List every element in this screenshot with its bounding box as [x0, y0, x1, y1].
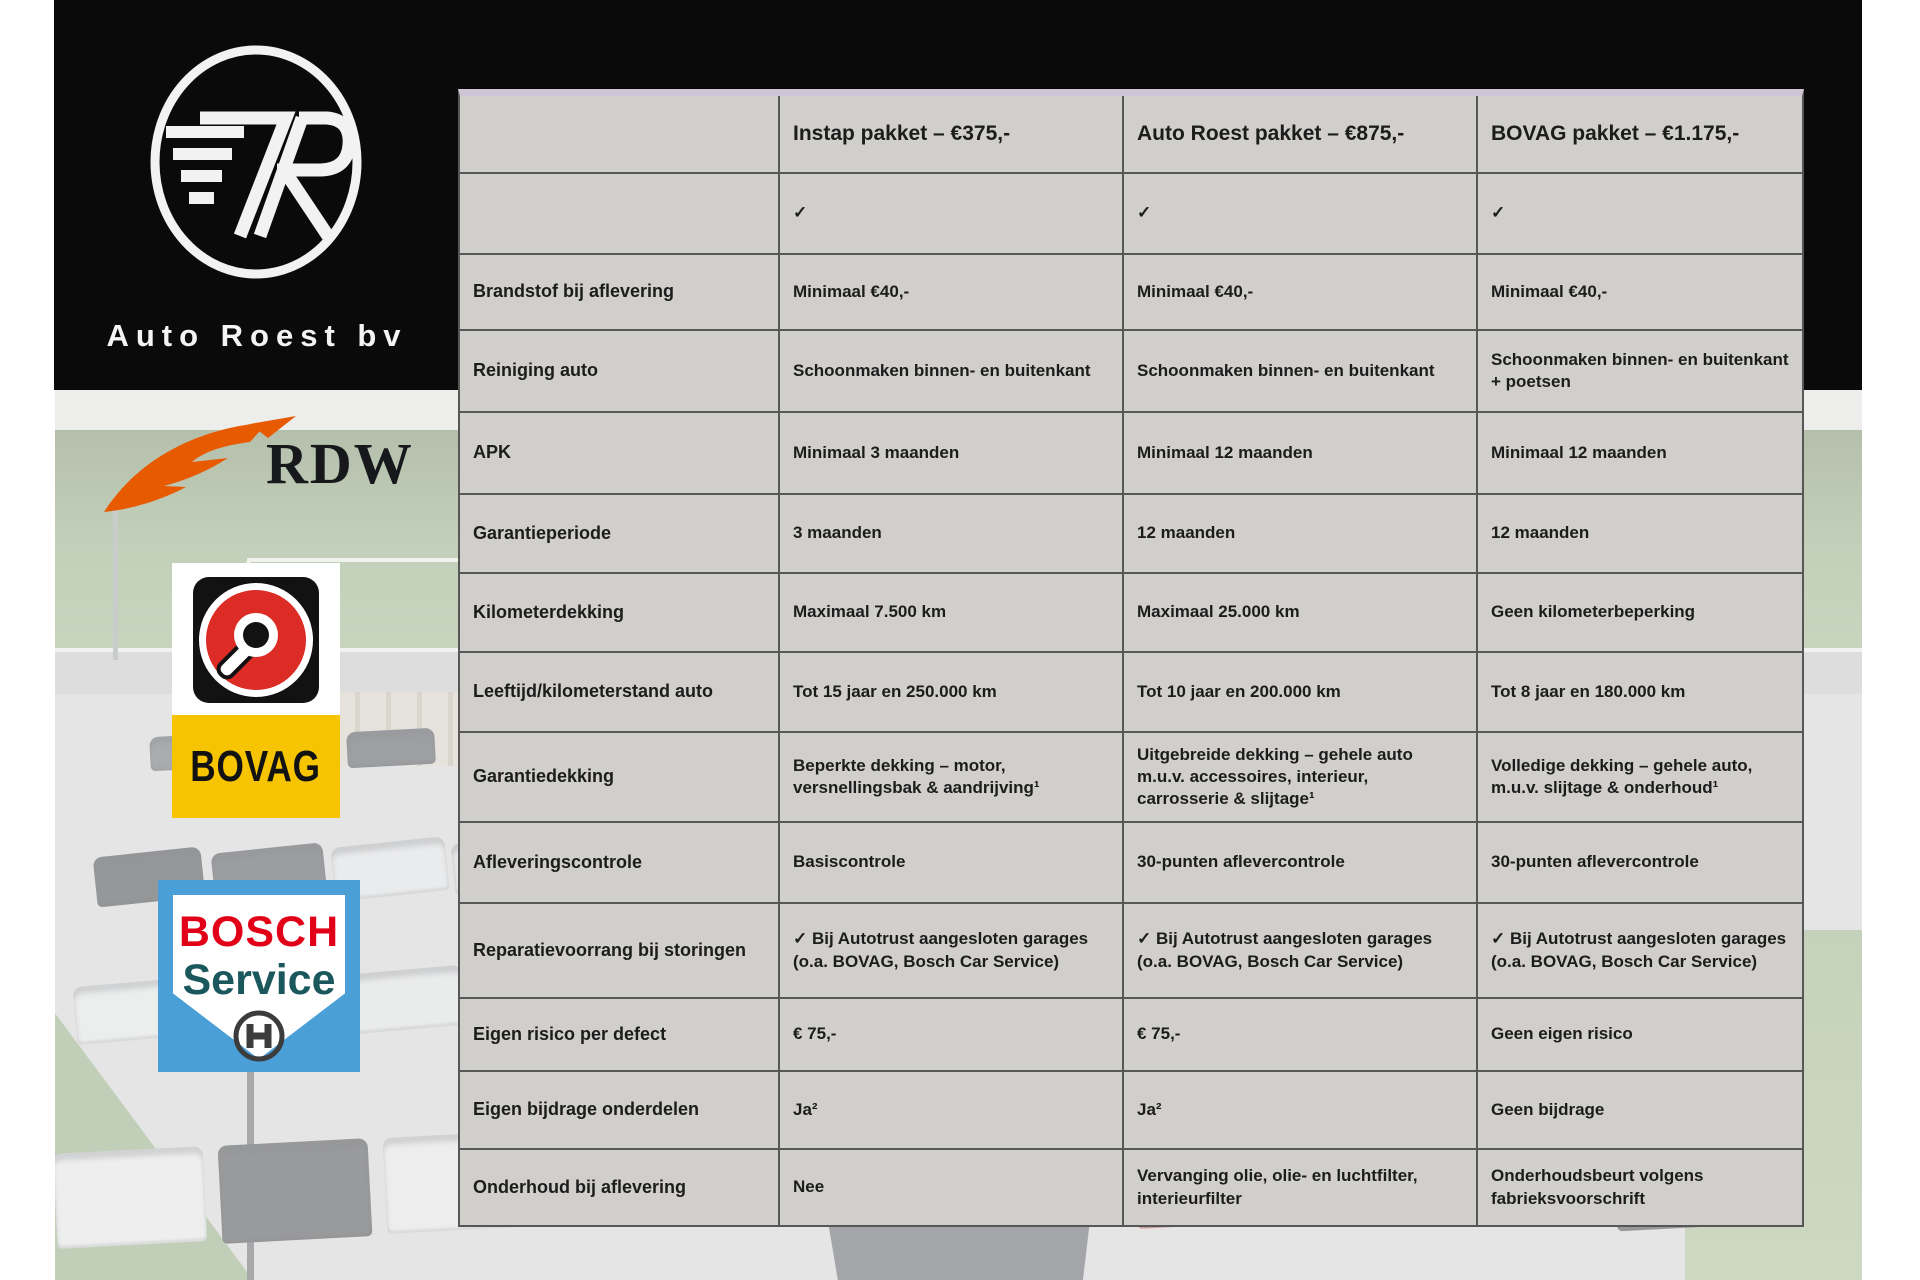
row-label: Leeftijd/kilometerstand auto: [473, 681, 714, 702]
table-cell: Maximaal 7.500 km: [778, 574, 1122, 651]
table-cell: Minimaal 3 maanden: [778, 413, 1122, 493]
table-cell: Ja²: [778, 1072, 1122, 1148]
table-cell: Onderhoudsbeurt volgens fabrieksvoorschrift: [1476, 1150, 1802, 1225]
table-cell: 12 maanden: [1122, 495, 1476, 572]
table-cell: ✓: [1122, 174, 1476, 253]
table-cell: Minimaal €40,-: [1122, 255, 1476, 329]
table-cell: Maximaal 25.000 km: [1122, 574, 1476, 651]
table-cell: Ja²: [1122, 1072, 1476, 1148]
table-cell: Uitgebreide dekking – gehele auto m.u.v. accessoires, interieur, carrosserie & slijtage¹: [1122, 733, 1476, 821]
table-row: [460, 493, 1802, 572]
table-cell: 3 maanden: [778, 495, 1122, 572]
table-cell: Schoonmaken binnen- en buitenkant + poetsen: [1476, 331, 1802, 411]
table-cell: € 75,-: [1122, 999, 1476, 1070]
row-label: Eigen bijdrage onderdelen: [473, 1099, 700, 1120]
table-cell: Vervanging olie, olie- en luchtfilter, interieurfilter: [1122, 1150, 1476, 1225]
table-cell: Geen bijdrage: [1476, 1072, 1802, 1148]
service-wordmark: Service: [182, 956, 336, 1004]
table-cell: ✓ Bij Autotrust aangesloten garages (o.a. BOVAG, Bosch Car Service): [1476, 904, 1802, 997]
table-cell: Tot 15 jaar en 250.000 km: [778, 653, 1122, 731]
table-row: [460, 572, 1802, 651]
table-row: [460, 731, 1802, 821]
column-header: BOVAG pakket – €1.175,-: [1476, 96, 1802, 172]
row-label: [460, 174, 778, 253]
table-cell: Volledige dekking – gehele auto, m.u.v. slijtage & onderhoud¹: [1476, 733, 1802, 821]
bovag-emblem-icon: [191, 575, 321, 705]
column-header: Auto Roest pakket – €875,-: [1122, 96, 1476, 172]
table-cell: Minimaal €40,-: [778, 255, 1122, 329]
column-header: Instap pakket – €375,-: [778, 96, 1122, 172]
row-label: APK: [473, 442, 512, 463]
rdw-wordmark: RDW: [266, 430, 414, 496]
table-row: [460, 821, 1802, 902]
table-cell: € 75,-: [778, 999, 1122, 1070]
table-cell: ✓ Bij Autotrust aangesloten garages (o.a. BOVAG, Bosch Car Service): [1122, 904, 1476, 997]
row-label: Brandstof bij aflevering: [473, 281, 675, 302]
bovag-yellow-band: [172, 715, 340, 818]
table-cell: ✓: [778, 174, 1122, 253]
table-cell: Schoonmaken binnen- en buitenkant: [778, 331, 1122, 411]
bosch-service-logo: [158, 880, 360, 1072]
table-cell: Geen kilometerbeperking: [1476, 574, 1802, 651]
bosch-armature-icon: [231, 1008, 287, 1064]
table-cell: Minimaal €40,-: [1476, 255, 1802, 329]
auto-roest-logo-icon: [136, 28, 376, 308]
table-row: [460, 1070, 1802, 1148]
table-row: [460, 172, 1802, 253]
table-row: [460, 1148, 1802, 1225]
row-label: Reparatievoorrang bij storingen: [473, 939, 747, 960]
bosch-wordmark: BOSCH: [178, 908, 340, 956]
table-cell: Beperkte dekking – motor, versnellingsbak & aandrijving¹: [778, 733, 1122, 821]
rdw-logo: [100, 412, 414, 520]
table-row: [460, 902, 1802, 997]
row-label: Afleveringscontrole: [473, 851, 643, 872]
table-cell: Schoonmaken binnen- en buitenkant: [1122, 331, 1476, 411]
bovag-logo: [172, 563, 340, 818]
table-row: [460, 651, 1802, 731]
table-row: [460, 997, 1802, 1070]
table-cell: Tot 8 jaar en 180.000 km: [1476, 653, 1802, 731]
table-corner-cell: [460, 96, 778, 172]
table-row: [460, 411, 1802, 493]
table-header-row: [460, 96, 1802, 172]
table-cell: Tot 10 jaar en 200.000 km: [1122, 653, 1476, 731]
table-row: [460, 253, 1802, 329]
table-cell: Geen eigen risico: [1476, 999, 1802, 1070]
table-cell: 30-punten aflevercontrole: [1476, 823, 1802, 902]
table-cell: ✓ Bij Autotrust aangesloten garages (o.a. BOVAG, Bosch Car Service): [778, 904, 1122, 997]
brand-name: Auto Roest bv: [106, 318, 408, 353]
table-cell: Minimaal 12 maanden: [1122, 413, 1476, 493]
table-cell: 12 maanden: [1476, 495, 1802, 572]
row-label: Garantiedekking: [473, 766, 615, 787]
table-cell: Basiscontrole: [778, 823, 1122, 902]
bovag-wordmark: BOVAG: [190, 741, 322, 791]
package-comparison-table: [458, 89, 1804, 1227]
row-label: Eigen risico per defect: [473, 1023, 667, 1044]
table-cell: ✓: [1476, 174, 1802, 253]
table-cell: Nee: [778, 1150, 1122, 1225]
row-label: Garantieperiode: [473, 522, 612, 543]
row-label: Onderhoud bij aflevering: [473, 1176, 687, 1197]
row-label: Reiniging auto: [473, 360, 598, 381]
table-cell: 30-punten aflevercontrole: [1122, 823, 1476, 902]
row-label: Kilometerdekking: [473, 601, 625, 622]
table-cell: Minimaal 12 maanden: [1476, 413, 1802, 493]
table-row: [460, 329, 1802, 411]
